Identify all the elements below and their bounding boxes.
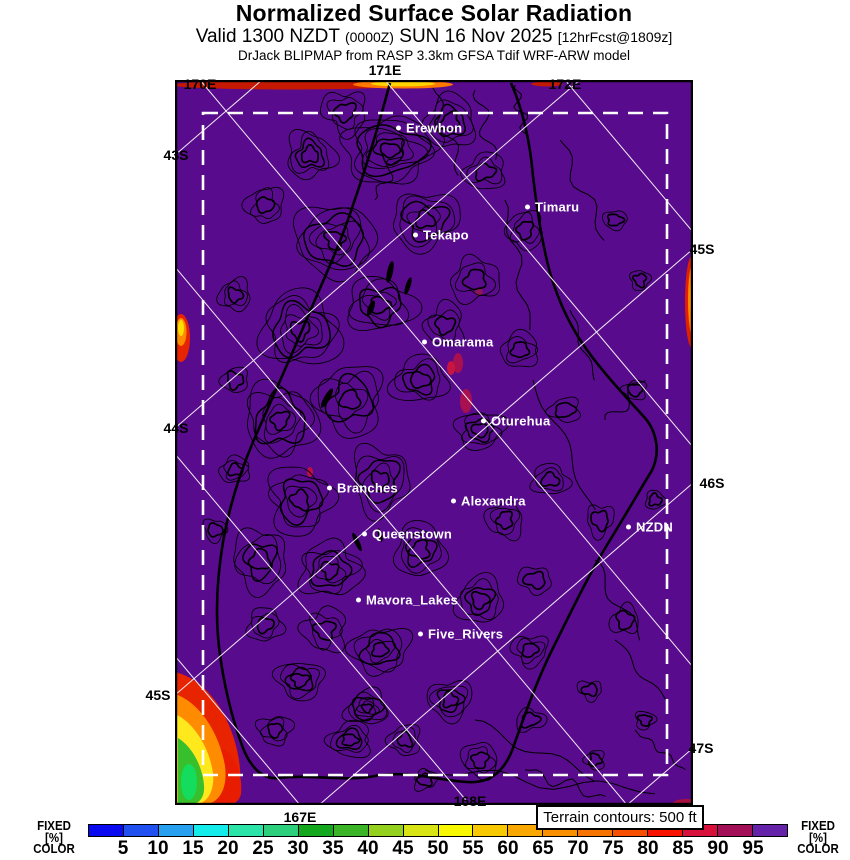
station-timaru[interactable] xyxy=(525,200,579,215)
colorbar-tick-70: 70 xyxy=(567,838,589,859)
station-dot xyxy=(422,340,427,345)
valid-prefix: Valid 1300 NZDT xyxy=(195,26,340,47)
colorbar-segment-50 xyxy=(404,825,439,836)
station-dot xyxy=(418,632,423,637)
colorbar-tick-20: 20 xyxy=(217,838,239,859)
station-name: Alexandra xyxy=(461,493,526,509)
station-mavora_lakes[interactable] xyxy=(356,593,458,608)
colorbar-segment-5 xyxy=(89,825,124,836)
station-name: Five_Rivers xyxy=(428,626,504,642)
colorbar-tick-85: 85 xyxy=(672,838,694,859)
colorbar-tick-35: 35 xyxy=(322,838,344,859)
colorbar-segment-35 xyxy=(299,825,334,836)
station-branches[interactable] xyxy=(327,481,398,496)
colorbar-tick-10: 10 xyxy=(147,838,169,859)
colorbar-tick-75: 75 xyxy=(602,838,624,859)
station-name: Omarama xyxy=(432,334,494,350)
percent-label: [%] xyxy=(809,830,827,845)
station-tekapo[interactable] xyxy=(413,228,469,243)
percent-label: [%] xyxy=(45,830,63,845)
colorbar-segment-40 xyxy=(334,825,369,836)
station-name: Queenstown xyxy=(372,526,453,542)
fixed-label: FIXED xyxy=(37,819,71,833)
valid-zulu: (0000Z) xyxy=(344,29,394,45)
header xyxy=(0,0,850,63)
fixed-label: FIXED xyxy=(801,819,835,833)
grid-label-168e: 168E xyxy=(453,793,487,809)
grid-label-45s: 45S xyxy=(689,241,715,257)
station-dot xyxy=(327,486,332,491)
colorbar-side-label-right xyxy=(792,821,844,856)
color-label: COLOR xyxy=(33,842,75,856)
grid-label-47s: 47S xyxy=(688,740,714,756)
grid-label-172e: 172E xyxy=(548,76,582,92)
station-oturehua[interactable] xyxy=(481,414,550,429)
colorbar-tick-5: 5 xyxy=(117,838,129,859)
colorbar-segment-45 xyxy=(369,825,404,836)
colorbar-tick-65: 65 xyxy=(532,838,554,859)
colorbar-tick-90: 90 xyxy=(707,838,729,859)
colorbar-segment-100 xyxy=(753,825,787,836)
page-title: Normalized Surface Solar Radiation xyxy=(235,0,633,26)
station-name: Oturehua xyxy=(491,413,551,429)
station-dot xyxy=(626,525,631,530)
solar-radiation-map[interactable] xyxy=(175,80,693,805)
station-dot xyxy=(481,419,486,424)
map-plot xyxy=(175,80,693,805)
grid-label-46s: 46S xyxy=(699,475,725,491)
station-name: Erewhon xyxy=(406,120,463,136)
station-name: Tekapo xyxy=(423,227,469,243)
colorbar-tick-50: 50 xyxy=(427,838,449,859)
station-dot xyxy=(396,126,401,131)
colorbar-tick-95: 95 xyxy=(742,838,764,859)
colorbar-tick-45: 45 xyxy=(392,838,414,859)
colorbar-segment-25 xyxy=(229,825,264,836)
station-name: Mavora_Lakes xyxy=(366,592,459,608)
colorbar-segment-55 xyxy=(439,825,474,836)
station-name: NZDN xyxy=(636,519,673,535)
grid-label-45s: 45S xyxy=(145,687,171,703)
colorbar-segment-20 xyxy=(194,825,229,836)
grid-label-170e: 170E xyxy=(183,76,217,92)
colorbar-segment-95 xyxy=(718,825,753,836)
grid-label-44s: 44S xyxy=(163,420,189,436)
station-name: Branches xyxy=(337,480,398,496)
colorbar-segment-60 xyxy=(473,825,508,836)
color-label: COLOR xyxy=(797,842,839,856)
station-dot xyxy=(451,499,456,504)
valid-time-line xyxy=(18,26,850,48)
station-erewhon[interactable] xyxy=(396,121,462,136)
station-name: Timaru xyxy=(535,199,580,215)
grid-label-171e: 171E xyxy=(368,62,402,78)
colorbar-tick-80: 80 xyxy=(637,838,659,859)
station-nzdn[interactable] xyxy=(626,520,673,535)
station-omarama[interactable] xyxy=(422,335,493,350)
grid-label-43s: 43S xyxy=(163,147,189,163)
colorbar-tick-25: 25 xyxy=(252,838,274,859)
colorbar-tick-30: 30 xyxy=(287,838,309,859)
terrain-contours-note: Terrain contours: 500 ft xyxy=(536,805,704,830)
colorbar-side-label-left xyxy=(28,821,80,856)
station-five_rivers[interactable] xyxy=(418,627,503,642)
colorbar-segment-15 xyxy=(159,825,194,836)
colorbar-tick-15: 15 xyxy=(182,838,204,859)
colorbar-segment-10 xyxy=(124,825,159,836)
colorbar-tick-40: 40 xyxy=(357,838,379,859)
station-queenstown[interactable] xyxy=(362,527,452,542)
colorbar-tick-55: 55 xyxy=(462,838,484,859)
station-alexandra[interactable] xyxy=(451,494,526,509)
forecast-tag: [12hrFcst@1809z] xyxy=(557,29,673,45)
station-dot xyxy=(413,233,418,238)
grid-label-167e: 167E xyxy=(283,809,317,825)
station-dot xyxy=(525,205,530,210)
station-dot xyxy=(356,598,361,603)
colorbar-segment-30 xyxy=(264,825,299,836)
valid-date: SUN 16 Nov 2025 xyxy=(399,26,553,47)
station-dot xyxy=(362,532,367,537)
colorbar-tick-60: 60 xyxy=(497,838,519,859)
model-line: DrJack BLIPMAP from RASP 3.3km GFSA Tdif WRF-ARW model xyxy=(237,48,631,63)
